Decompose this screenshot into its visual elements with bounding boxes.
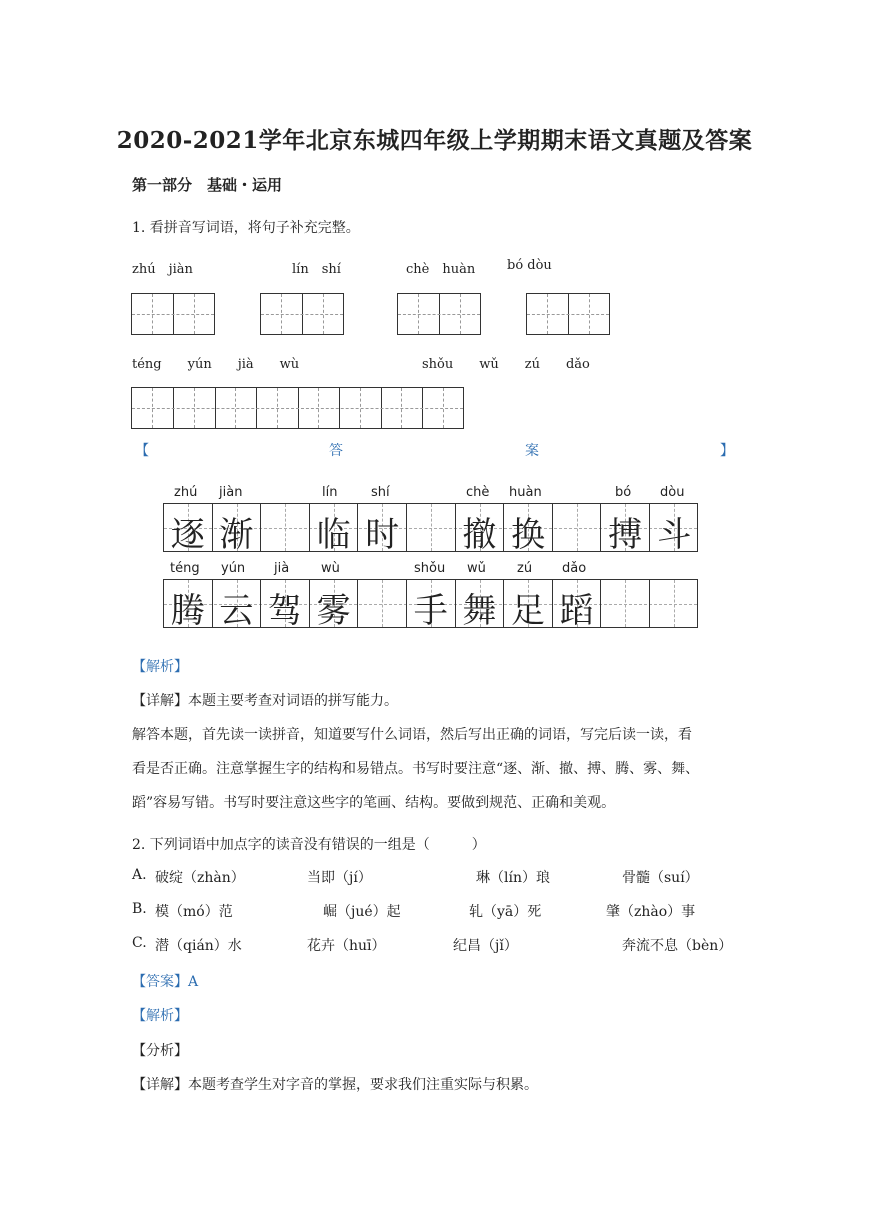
answer-char: 换 bbox=[510, 515, 545, 555]
answer-char: 腾 bbox=[170, 591, 205, 631]
q1-pinyin-2: lín shí bbox=[292, 262, 341, 277]
answer-char: 临 bbox=[316, 515, 351, 555]
answer-char: 雾 bbox=[316, 591, 351, 631]
answer-pinyin: téng bbox=[170, 561, 200, 576]
q2-option-c-1: 潜（qián）水 bbox=[155, 938, 242, 954]
answer-grid-row-1 bbox=[163, 503, 698, 555]
answer-pinyin: huàn bbox=[509, 485, 542, 500]
q2-stem: 2. 下列词语中加点字的读音没有错误的一组是（ ） bbox=[132, 837, 486, 853]
answer-pinyin: jià bbox=[274, 561, 290, 576]
answer-pinyin: wǔ bbox=[467, 561, 486, 576]
q1-stem: 1. 看拼音写词语，将句子补充完整。 bbox=[132, 220, 360, 236]
answer-char: 渐 bbox=[219, 515, 254, 555]
answer-char: 撤 bbox=[462, 515, 497, 555]
answer-pinyin: bó bbox=[615, 485, 632, 500]
answer-pinyin: zhú bbox=[174, 485, 198, 500]
answer-pinyin: lín bbox=[322, 485, 338, 500]
answer-char: 云 bbox=[219, 591, 254, 631]
para1-line1: 解答本题，首先读一读拼音，知道要写什么词语，然后写出正确的词语，写完后读一读，看 bbox=[132, 727, 692, 743]
page-title: 2020-2021学年北京东城四年级上学期期末语文真题及答案 bbox=[116, 127, 753, 154]
q2-option-a-1: 破绽（zhàn） bbox=[155, 870, 245, 886]
para1-line2: 看是否正确。注意掌握生字的结构和易错点。书写时要注意“逐、渐、撤、搏、腾、雾、舞、 bbox=[132, 761, 700, 777]
detail-1: 【详解】本题主要考查对词语的拼写能力。 bbox=[132, 693, 398, 709]
answer-pinyin: yún bbox=[221, 561, 246, 576]
q2-option-b-1: 模（mó）范 bbox=[155, 904, 233, 920]
answer-pinyin: dǎo bbox=[562, 561, 587, 576]
answer-char: 足 bbox=[510, 591, 545, 631]
q1-blank-box-3[interactable] bbox=[397, 293, 481, 335]
section-heading: 第一部分 基础・运用 bbox=[132, 176, 283, 194]
q1-pinyin-1: zhú jiàn bbox=[132, 262, 193, 277]
answer-char: 舞 bbox=[462, 591, 497, 631]
q1-pinyin-3: chè huàn bbox=[406, 262, 476, 277]
answer-pinyin: shǒu bbox=[414, 561, 446, 576]
answer-pinyin: wù bbox=[321, 561, 340, 576]
q2-option-a-2: 当即（jí） bbox=[307, 870, 372, 886]
answer-banner-an: 案 bbox=[525, 443, 539, 459]
answer-char: 蹈 bbox=[559, 591, 594, 631]
q2-option-a-label: A. bbox=[132, 867, 147, 883]
answer-char: 手 bbox=[413, 591, 448, 631]
answer-char: 斗 bbox=[657, 515, 692, 555]
q2-option-a-4: 骨髓（suí） bbox=[622, 870, 699, 886]
q2-option-b-4: 肇（zhào）事 bbox=[606, 904, 696, 920]
q2-option-a-3: 琳（lín）琅 bbox=[476, 870, 550, 886]
q1-blank-box-5[interactable] bbox=[131, 387, 464, 429]
q2-option-c-3: 纪昌（jǐ） bbox=[453, 938, 518, 954]
q1-blank-box-2[interactable] bbox=[260, 293, 344, 335]
q1-blank-box-1[interactable] bbox=[131, 293, 215, 335]
q2-option-c-label: C. bbox=[132, 935, 147, 951]
q1-blank-box-4[interactable] bbox=[526, 293, 610, 335]
jiexi-label-1: 【解析】 bbox=[132, 659, 188, 675]
answer-char: 驾 bbox=[267, 591, 302, 631]
q2-option-b-label: B. bbox=[132, 901, 147, 917]
q2-option-c-2: 花卉（huī） bbox=[307, 938, 386, 954]
answer-pinyin: dòu bbox=[660, 485, 685, 500]
answer-banner-da: 答 bbox=[329, 443, 343, 459]
answer-char: 逐 bbox=[170, 515, 205, 555]
q2-option-b-2: 崛（jué）起 bbox=[323, 904, 401, 920]
answer-pinyin: chè bbox=[466, 485, 490, 500]
detail-2: 【详解】本题考查学生对字音的掌握，要求我们注重实际与积累。 bbox=[132, 1077, 538, 1093]
q2-option-b-3: 轧（yā）死 bbox=[469, 904, 542, 920]
answer-2 bbox=[132, 971, 198, 991]
answer-2-text: 【答案】A bbox=[132, 974, 199, 990]
answer-pinyin: zú bbox=[517, 561, 533, 576]
para1-line3: 蹈”容易写错。书写时要注意这些字的笔画、结构。要做到规范、正确和美观。 bbox=[132, 795, 616, 811]
answer-char: 搏 bbox=[608, 515, 643, 555]
q1-pinyin-5: téng yún jià wù bbox=[132, 357, 300, 372]
answer-banner-left: 【 bbox=[135, 443, 149, 459]
fenxi-label: 【分析】 bbox=[132, 1043, 188, 1059]
answer-pinyin: jiàn bbox=[219, 485, 243, 500]
q1-pinyin-4: bó dòu bbox=[507, 258, 552, 273]
answer-grid-row-2 bbox=[163, 579, 698, 631]
q1-pinyin-6: shǒu wǔ zú dǎo bbox=[422, 357, 590, 372]
answer-banner-right: 】 bbox=[720, 443, 734, 459]
answer-char: 时 bbox=[365, 515, 400, 555]
jiexi-label-2: 【解析】 bbox=[132, 1008, 188, 1024]
answer-pinyin: shí bbox=[371, 485, 390, 500]
q2-option-c-4: 奔流不息（bèn） bbox=[622, 938, 733, 954]
